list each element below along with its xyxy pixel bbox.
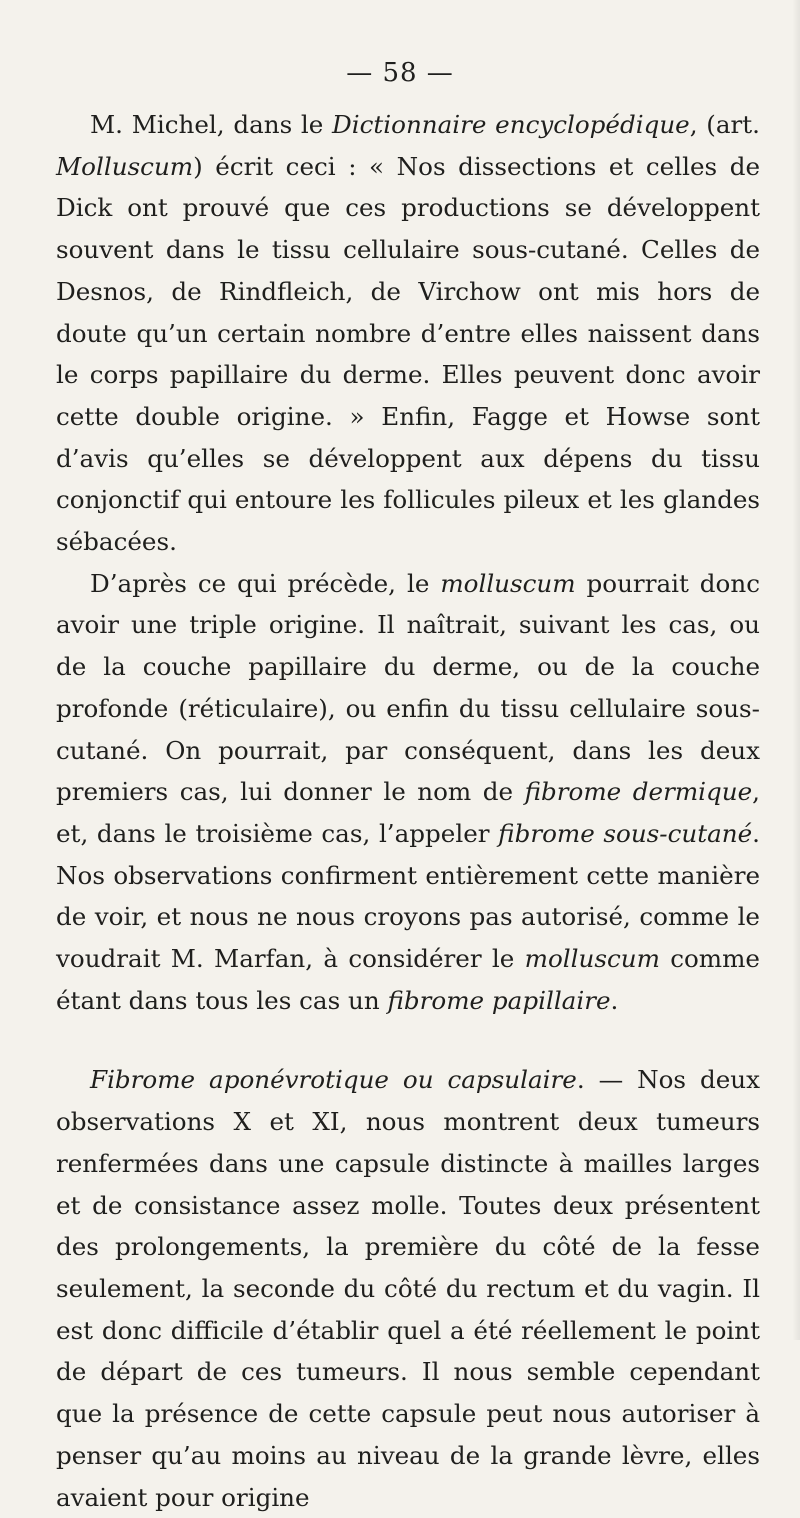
text-run: . Nos observations confirment entièrement cette manière de voir, et nous ne nous croyons pas autorisé, comme le voudrait M. Marfan, à considérer le xyxy=(56,818,760,974)
text-run: D’après ce qui précède, le xyxy=(90,568,441,598)
body-text xyxy=(56,104,760,1518)
paragraph-triple-origin xyxy=(56,563,760,1022)
italic-text: molluscum xyxy=(440,568,576,598)
text-run: . — Nos deux observations X et XI, nous montrent deux tumeurs renfermées dans une capsule distincte à mailles larges et de consistance assez molle. Toutes deux présentent des prolongements, la première du côté de la fesse seulement, la seconde du côté du rectum et du vagin. Il est donc difficile d’établir quel a été réellement le point de départ de ces tumeurs. Il nous semble cependant que la présence de cette capsule peut nous autoriser à penser qu’au moins au niveau de la grande lèvre, elles avaient pour origine xyxy=(56,1065,760,1512)
text-run: , et, dans le troisième cas, l’appeler xyxy=(56,777,760,848)
italic-text: fibrome dermique xyxy=(524,777,753,807)
paragraph-fibrome-aponevrotique xyxy=(56,1059,760,1518)
text-run: M. Michel, dans le xyxy=(90,110,333,139)
text-run: comme étant dans tous les cas un xyxy=(56,944,760,1015)
italic-text: fibrome papillaire xyxy=(387,985,611,1015)
italic-text: Molluscum xyxy=(56,151,194,181)
text-run: pourrait donc avoir une triple origine. Il naîtrait, suivant les cas, ou de la couche papillaire du derme, ou de la couche profonde (réticulaire), ou enfin du tissu cellulaire sous-cutané. On pourrait, par conséquent, dans les deux premiers cas, lui donner le nom de xyxy=(56,568,760,807)
italic-text: Fibrome aponévrotique ou capsulaire xyxy=(90,1065,577,1095)
italic-text: fibrome sous-cutané xyxy=(498,818,753,848)
page-edge-shadow xyxy=(792,0,800,1340)
text-run: ) écrit ceci : « Nos dissections et celles de Dick ont prouvé que ces productions se développent souvent dans le tissu cellulaire sous-cutané. Celles de Desnos, de Rindfleich, de Virchow ont mis hors de doute qu’un certain nombre d’entre elles naissent dans le corps papillaire du derme. Elles peuvent donc avoir cette double origine. » Enfin, Fagge et Howse sont d’avis qu’elles se développent aux dépens du tissu conjonctif qui entoure les follicules pileux et les glandes sébacées. xyxy=(56,151,760,557)
text-run: . xyxy=(610,985,619,1015)
italic-text: Dictionnaire encyclopédique xyxy=(332,110,690,139)
text-run: , (art. xyxy=(689,110,760,139)
page-number: — 58 — xyxy=(346,58,454,88)
paragraph-michel-quote xyxy=(56,104,760,563)
italic-text: molluscum xyxy=(524,944,660,974)
